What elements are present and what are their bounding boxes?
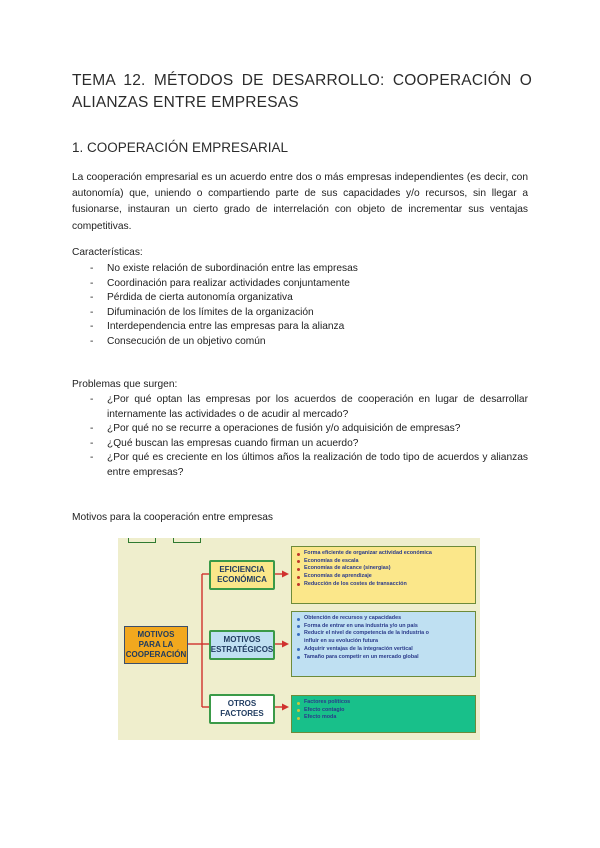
branch-economic-efficiency: EFICIENCIA ECONÓMICA [209,560,275,590]
detail-item: Forma eficiente de organizar actividad económica [297,550,471,558]
detail-item: Economías de escala [297,558,471,566]
detail-item: Reducir el nivel de competencia de la industria o [297,630,471,638]
characteristics-list [72,262,528,350]
detail-item: Economías de alcance (sinergias) [297,565,471,573]
cooperation-motives-diagram [118,538,480,740]
strategic-motives-details [291,611,476,677]
list-item: - ¿Por qué optan las empresas por los acuerdos de cooperación en lugar de desarrollar internamente las actividades o de acudir al mercado? [72,393,528,422]
list-item: - ¿Qué buscan las empresas cuando firman un acuerdo? [72,437,528,452]
list-item: - Coordinación para realizar actividades conjuntamente [72,277,528,292]
detail-item: Tamaño para competir en un mercado global [297,654,471,662]
problems-label: Problemas que surgen: [72,379,178,390]
figure-caption: Motivos para la cooperación entre empresas [72,512,274,523]
section-title: 1. COOPERACIÓN EMPRESARIAL [72,140,289,155]
list-item: - No existe relación de subordinación entre las empresas [72,262,528,277]
list-item: - Consecución de un objetivo común [72,335,528,350]
detail-item: Forma de entrar en una industria y/o un país [297,623,471,631]
list-item: - ¿Por qué es creciente en los últimos años la realización de todo tipo de acuerdos y alianzas entre empresas? [72,451,528,480]
detail-item: Adquirir ventajas de la integración vertical [297,646,471,654]
economic-efficiency-details [291,546,476,604]
root-box: MOTIVOS PARA LA COOPERACIÓN [124,626,188,664]
intro-paragraph: La cooperación empresarial es un acuerdo entre dos o más empresas independientes (es decir, con autonomía) que, uniendo o compartiendo parte de sus capacidades y/o recursos, sin llegar a fusionarse, instauran un cierto grado de interrelación con objeto de incrementar sus ventajas competitivas. [72,172,528,232]
other-factors-details [291,695,476,733]
page-title: TEMA 12. MÉTODOS DE DESARROLLO: COOPERACIÓN O ALIANZAS ENTRE EMPRESAS [72,72,532,111]
detail-item: Efecto moda [297,714,471,722]
list-item: - ¿Por qué no se recurre a operaciones de fusión y/o adquisición de empresas? [72,422,528,437]
list-item: - Pérdida de cierta autonomía organizativa [72,291,528,306]
characteristics-label: Características: [72,247,143,258]
detail-item: Factores políticos [297,699,471,707]
detail-item: Obtención de recursos y capacidades [297,615,471,623]
detail-item: Reducción de los costes de transacción [297,581,471,589]
branch-strategic-motives: MOTIVOS ESTRATÉGICOS [209,630,275,660]
branch-other-factors: OTROS FACTORES [209,694,275,724]
list-item: - Difuminación de los límites de la organización [72,306,528,321]
detail-item: influir en su evolución futura [304,638,378,645]
problems-list [72,393,528,481]
list-item: - Interdependencia entre las empresas para la alianza [72,320,528,335]
detail-item: Efecto contagio [297,707,471,715]
detail-item: Economías de aprendizaje [297,573,471,581]
